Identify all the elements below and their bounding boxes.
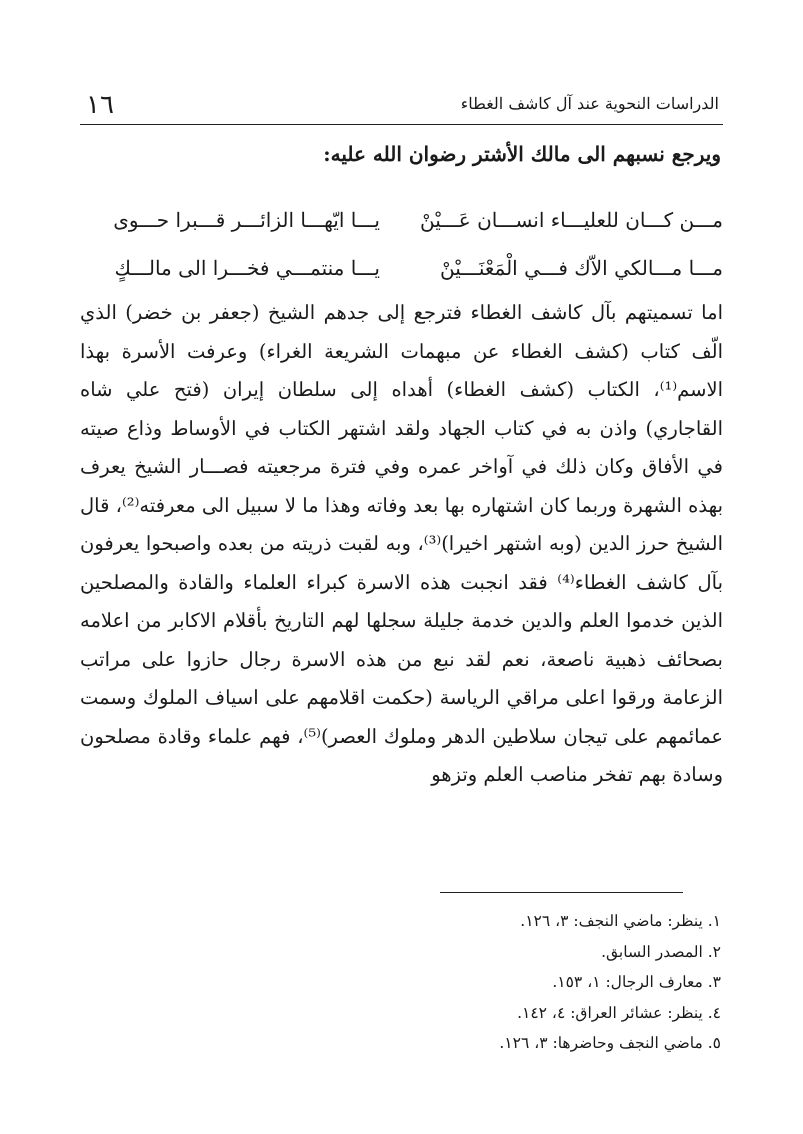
verse-line <box>80 244 723 292</box>
page-number: ١٦ <box>86 90 114 120</box>
running-title: الدراسات النحوية عند آل كاشف الغطاء <box>460 94 719 113</box>
footnote: ١. ينظر: ماضي النجف: ٣، ١٢٦. <box>520 912 721 930</box>
footnote: ٣. معارف الرجال: ١، ١٥٣. <box>552 973 721 991</box>
verse-line <box>80 196 723 244</box>
footnote-divider <box>440 892 683 893</box>
footnote: ٥. ماضي النجف وحاضرها: ٣، ١٢٦. <box>499 1034 721 1052</box>
verse-second-hemistich: مـــا مـــالكي الاّك فـــي الْمَعْنَـــيْنْ <box>440 256 723 280</box>
poem-verses <box>80 196 723 292</box>
body-paragraph: اما تسميتهم بآل كاشف الغطاء فترجع إلى جدهم الشيخ (جعفر بن خضر) الذي الّف كتاب (كشف الغطاء عن مبهمات الشريعة الغراء) وعرفت الأسرة بهذا الاسم⁽¹⁾، الكتاب (كشف الغطاء) أهداه إلى سلطان إيران (فتح علي شاه القاجاري) واذن به في كتاب الجهاد ولقد اشتهر الكتاب في الأوساط وذاع صيته في الأفاق وكان ذلك في آواخر عمره وفي فترة مرجعيته فصـــار الشيخ يعرف بهذه الشهرة وربما كان اشتهاره بها بعد وفاته وهذا ما لا سبيل الى معرفته⁽²⁾، قال الشيخ حرز الدين (وبه اشتهر اخيرا)⁽³⁾، وبه لقبت ذريته من بعده واصبحوا يعرفون بآل كاشف الغطاء⁽⁴⁾ فقد انجبت هذه الاسرة كبراء العلماء والقادة والمصلحين الذين خدموا العلم والدين خدمة جليلة سجلها لهم التاريخ بأقلام الاكابر من اعلامه بصحائف ذهبية ناصعة، نعم لقد نبع من هذه الاسرة رجال حازوا على مراتب الزعامة ورقوا اعلى مراقي الرياسة (حكمت اقلامهم على اسياف الملوك وسمت عمائمهم على تيجان سلاطين الدهر وملوك العصر)⁽⁵⁾، فهم علماء وقادة مصلحون وسادة بهم تفخر مناصب العلم وتزهو <box>80 301 723 786</box>
section-heading: ويرجع نسبهم الى مالك الأشتر رضوان الله عليه: <box>323 142 721 166</box>
footnote: ٢. المصدر السابق. <box>601 942 721 961</box>
verse-first-hemistich: يـــا منتمـــي فخـــرا الى مالـــكٍ <box>114 256 380 280</box>
footnote: ٤. ينظر: عشائر العراق: ٤، ١٤٢. <box>517 1003 721 1022</box>
verse-second-hemistich: مـــن كـــان للعليـــاء انســـان عَـــيْنْ <box>419 208 723 232</box>
body-text <box>80 294 723 795</box>
verse-first-hemistich: يـــا ايّهـــا الزائـــر قـــبرا حـــوى <box>113 208 380 232</box>
page-header <box>80 88 723 125</box>
footnotes <box>221 906 721 1059</box>
